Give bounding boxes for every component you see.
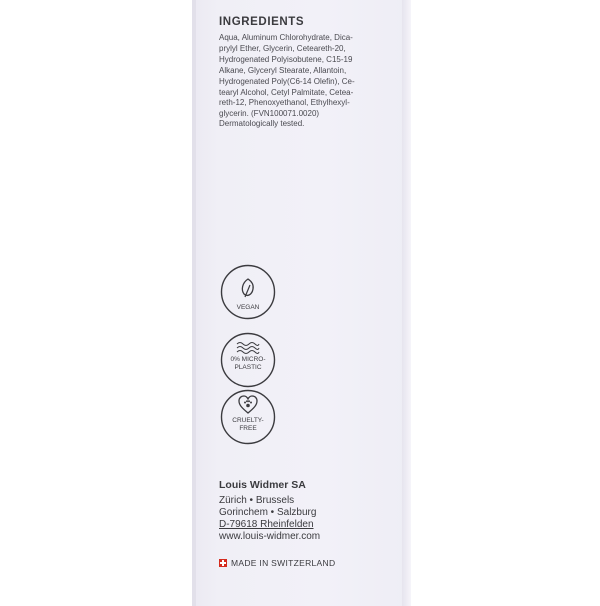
swiss-flag-icon [219,559,227,567]
microplastic-label-2: PLASTIC [234,364,262,371]
company-website: www.louis-widmer.com [219,531,321,542]
heart-paw-icon [237,395,259,415]
address-line-postal: D-79618 Rheinfelden [219,519,314,530]
made-in-text: MADE IN SWITZERLAND [231,558,336,568]
ingredients-line: Aqua, Aluminum Chlorohydrate, Dica- [219,33,353,42]
cruelty-free-label-1: CRUELTY- [232,417,264,424]
ingredients-line: tearyl Alcohol, Cetyl Palmitate, Cetea- [219,87,354,97]
box-left-edge [192,0,196,606]
ingredients-line: prylyl Ether, Glycerin, Ceteareth-20, [219,43,346,53]
ingredients-line: Hydrogenated Poly(C6-14 Olefin), Ce- [219,76,355,86]
vegan-label: VEGAN [236,304,260,311]
ingredients-line: Hydrogenated Polyisobutene, C15-19 [219,54,353,64]
ingredients-line: reth-12, Phenoxyethanol, Ethylhexyl- [219,98,350,108]
cruelty-free-label-2: FREE [239,425,257,432]
dermatology-note: Dermatologically tested. [219,119,305,128]
leaf-icon [238,277,258,299]
cruelty-free-badge [220,389,276,445]
waves-icon [236,341,260,355]
microplastic-label-1: 0% MICRO- [230,356,266,363]
origin-label [219,558,335,568]
microplastic-badge [220,332,276,388]
ingredients-list [219,33,387,120]
address-line-cities-1: Zürich • Brussels [219,495,295,506]
ingredients-line: glycerin. (FVN100071.0020) [219,109,320,119]
ingredients-line: Alkane, Glyceryl Stearate, Allantoin, [219,65,347,75]
box-right-edge [402,0,411,606]
address-line-cities-2: Gorinchem • Salzburg [219,507,317,518]
company-name: Louis Widmer SA [219,479,306,491]
vegan-badge [220,264,276,320]
ingredients-heading: INGREDIENTS [219,16,305,28]
company-address [219,495,320,543]
